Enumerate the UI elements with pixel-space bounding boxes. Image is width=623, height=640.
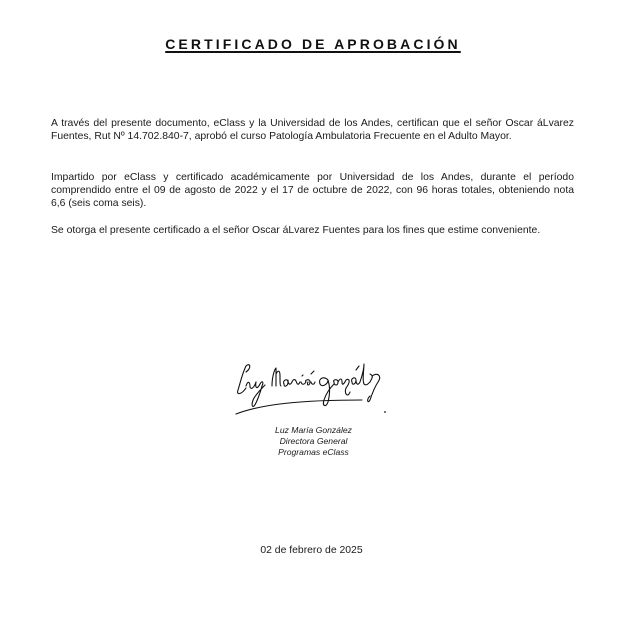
certificate-title <box>0 36 623 52</box>
signatory-role: Directora General <box>279 436 348 446</box>
signatory-organization: Programas eClass <box>278 447 349 457</box>
paragraph-approval: A través del presente documento, eClass y la Universidad de los Andes, certifican que el señor Oscar áLvarez Fuentes, Rut Nº 14.702.840-7, aprobó el curso Patología Ambulatoria Frecuente en el Adulto Mayor. <box>51 118 574 142</box>
paragraph-granted: Se otorga el presente certificado a el señor Oscar áLvarez Fuentes para los fines que estime conveniente. <box>51 225 541 236</box>
issue-date: 02 de febrero de 2025 <box>260 545 363 556</box>
certificate-title-text: CERTIFICADO DE APROBACIÓN <box>165 36 461 52</box>
paragraph-course-details: Impartido por eClass y certificado académicamente por Universidad de los Andes, durante el período comprendido entre el 09 de agosto de 2022 y el 17 de octubre de 2022, con 96 horas totales, obteniendo nota 6,6 (seis coma seis). <box>51 172 574 209</box>
signatory-block <box>0 425 623 458</box>
signature-icon <box>232 360 392 420</box>
signatory-name: Luz María González <box>275 425 352 435</box>
